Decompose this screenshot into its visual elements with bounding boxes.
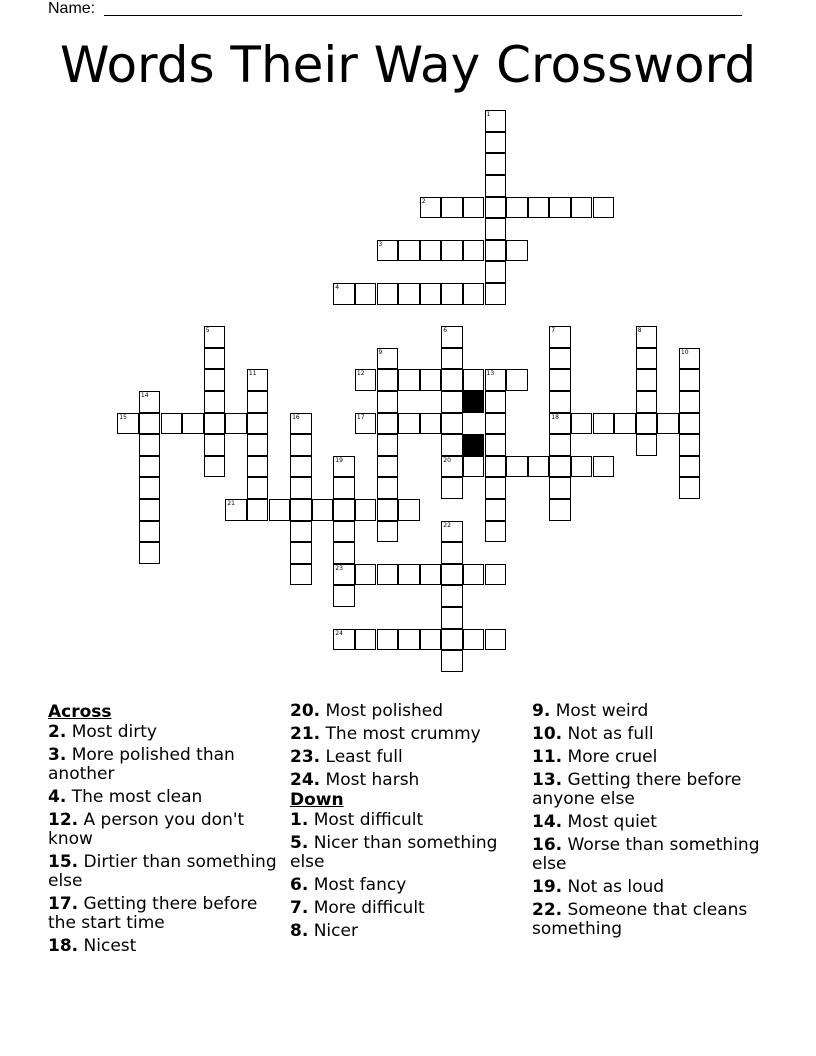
- grid-cell[interactable]: [247, 434, 269, 456]
- grid-cell[interactable]: [247, 499, 269, 521]
- grid-cell[interactable]: [549, 391, 571, 413]
- grid-cell[interactable]: [485, 521, 507, 543]
- clue-number: 7.: [290, 898, 309, 918]
- grid-cell[interactable]: [506, 197, 528, 219]
- grid-cell[interactable]: [679, 391, 701, 413]
- grid-cell[interactable]: [333, 542, 355, 564]
- clue-text: Not as loud: [562, 877, 665, 897]
- grid-cell[interactable]: [441, 650, 463, 672]
- grid-cell[interactable]: [204, 456, 226, 478]
- clue-item: [532, 901, 772, 939]
- down-clue-list-cont: [532, 702, 772, 939]
- clue-number: 12.: [48, 810, 79, 830]
- clue-number-label: 4: [335, 284, 340, 291]
- clue-number: 21.: [290, 724, 321, 744]
- clue-number: 8.: [290, 921, 309, 941]
- grid-cell[interactable]: [441, 413, 463, 435]
- clue-number-label: 12: [356, 370, 365, 378]
- clue-number-label: 10: [680, 348, 689, 356]
- grid-cell[interactable]: [441, 585, 463, 607]
- clue-number: 17.: [48, 894, 79, 914]
- grid-cell[interactable]: [398, 369, 420, 391]
- grid-cell[interactable]: [441, 629, 463, 651]
- grid-cell[interactable]: [441, 348, 463, 370]
- grid-cell[interactable]: [441, 607, 463, 629]
- clue-text: Nicer than something else: [290, 833, 498, 872]
- grid-cell[interactable]: [441, 477, 463, 499]
- clue-text: Dirtier than something else: [48, 852, 277, 891]
- grid-cell[interactable]: [485, 629, 507, 651]
- clue-item: [48, 723, 280, 742]
- clue-item: [48, 895, 280, 933]
- grid-cell[interactable]: [679, 456, 701, 478]
- grid-cell[interactable]: [312, 499, 334, 521]
- clue-item: [532, 748, 772, 767]
- grid-cell: [463, 434, 485, 456]
- grid-cell[interactable]: [485, 413, 507, 435]
- grid-cell[interactable]: [247, 391, 269, 413]
- clue-number-label: 11: [248, 370, 257, 378]
- grid-cell[interactable]: [679, 477, 701, 499]
- clue-number: 19.: [532, 877, 563, 897]
- clue-number-label: 7: [551, 327, 556, 335]
- clue-text: Least full: [320, 747, 403, 767]
- clue-text: Nicer: [308, 921, 358, 941]
- grid-cell[interactable]: [355, 629, 377, 651]
- clue-number-label: 3: [378, 240, 383, 248]
- down-clue-list: [290, 811, 522, 941]
- clue-item: [290, 922, 522, 941]
- grid-cell[interactable]: [247, 477, 269, 499]
- grid-cell[interactable]: [485, 456, 507, 478]
- grid-cell[interactable]: [333, 499, 355, 521]
- grid-cell[interactable]: [528, 456, 550, 478]
- clues-column-1: [48, 702, 280, 960]
- grid-cell[interactable]: [377, 391, 399, 413]
- grid-cell: [463, 391, 485, 413]
- grid-cell[interactable]: [290, 564, 312, 586]
- clue-text: More cruel: [562, 747, 658, 767]
- clue-number-label: 19: [335, 456, 343, 464]
- grid-cell[interactable]: [290, 499, 312, 521]
- grid-cell[interactable]: [571, 456, 593, 478]
- grid-cell[interactable]: [441, 369, 463, 391]
- grid-cell[interactable]: [679, 413, 701, 435]
- grid-cell[interactable]: [485, 477, 507, 499]
- grid-cell[interactable]: [139, 456, 161, 478]
- grid-cell[interactable]: [420, 413, 442, 435]
- grid-cell[interactable]: [377, 369, 399, 391]
- grid-cell[interactable]: [269, 499, 291, 521]
- grid-cell[interactable]: [290, 477, 312, 499]
- grid-cell[interactable]: [355, 564, 377, 586]
- grid-cell[interactable]: [463, 240, 485, 262]
- clue-number-label: 16: [292, 413, 300, 421]
- clue-text: Most weird: [550, 701, 649, 721]
- clue-text: Worse than something else: [532, 835, 760, 874]
- clue-number: 13.: [532, 770, 563, 790]
- grid-cell[interactable]: [614, 413, 636, 435]
- clue-item: [532, 878, 772, 897]
- grid-cell[interactable]: [139, 499, 161, 521]
- clue-item: [48, 746, 280, 784]
- grid-cell[interactable]: [636, 348, 658, 370]
- grid-cell[interactable]: [485, 175, 507, 197]
- grid-cell[interactable]: [398, 499, 420, 521]
- clue-number-label: 20: [443, 456, 451, 464]
- grid-cell[interactable]: [139, 542, 161, 564]
- clue-number: 4.: [48, 787, 67, 807]
- clue-text: A person you don't know: [48, 810, 245, 849]
- clue-number-label: 14: [140, 392, 149, 399]
- grid-cell[interactable]: [485, 261, 507, 283]
- grid-cell[interactable]: [485, 564, 507, 586]
- grid-cell[interactable]: [139, 521, 161, 543]
- grid-cell[interactable]: [679, 369, 701, 391]
- grid-cell[interactable]: [485, 197, 507, 219]
- grid-cell[interactable]: [420, 240, 442, 262]
- grid-cell[interactable]: [420, 564, 442, 586]
- clue-text: Nicest: [78, 936, 137, 956]
- grid-cell[interactable]: [441, 564, 463, 586]
- clue-text: The most clean: [66, 787, 203, 807]
- grid-cell[interactable]: [204, 413, 226, 435]
- clue-number-label: 18: [551, 413, 559, 421]
- clue-item: [290, 811, 522, 830]
- name-label: Name:: [48, 0, 96, 17]
- clue-item: [290, 876, 522, 895]
- clue-text: Not as full: [562, 724, 654, 744]
- grid-cell[interactable]: [161, 413, 183, 435]
- clue-item: [48, 853, 280, 891]
- clue-item: [290, 771, 522, 790]
- grid-cell[interactable]: [398, 564, 420, 586]
- grid-cell[interactable]: [225, 413, 247, 435]
- across-clue-list: [48, 723, 280, 956]
- clue-number-label: 24: [335, 629, 343, 637]
- grid-cell[interactable]: [420, 369, 442, 391]
- clue-number-label: 5: [205, 327, 210, 335]
- clue-item: [48, 937, 280, 956]
- grid-cell[interactable]: [377, 456, 399, 478]
- clue-item: [532, 725, 772, 744]
- grid-cell[interactable]: [333, 521, 355, 543]
- clue-text: Getting there before the start time: [48, 894, 258, 933]
- grid-cell[interactable]: [204, 434, 226, 456]
- grid-cell[interactable]: [485, 132, 507, 154]
- clue-item: [290, 725, 522, 744]
- grid-cell[interactable]: [139, 413, 161, 435]
- clue-number: 16.: [532, 835, 563, 855]
- grid-cell[interactable]: [398, 240, 420, 262]
- grid-cell[interactable]: [441, 240, 463, 262]
- clue-number-label: 8: [637, 327, 642, 335]
- grid-cell[interactable]: [204, 391, 226, 413]
- grid-cell[interactable]: [333, 477, 355, 499]
- grid-cell[interactable]: [549, 499, 571, 521]
- grid-cell[interactable]: [377, 413, 399, 435]
- grid-cell[interactable]: [441, 391, 463, 413]
- grid-cell[interactable]: [290, 542, 312, 564]
- grid-cell[interactable]: [441, 283, 463, 305]
- grid-cell[interactable]: [593, 456, 615, 478]
- clue-number: 5.: [290, 833, 309, 853]
- grid-cell[interactable]: [636, 369, 658, 391]
- grid-cell[interactable]: [441, 197, 463, 219]
- clue-item: [290, 899, 522, 918]
- clue-number-label: 13: [486, 370, 495, 378]
- grid-cell[interactable]: [506, 369, 528, 391]
- grid-cell[interactable]: [377, 521, 399, 543]
- clue-item: [290, 834, 522, 872]
- clue-item: [48, 811, 280, 849]
- clue-item: [532, 836, 772, 874]
- grid-cell[interactable]: [398, 413, 420, 435]
- clue-text: More difficult: [308, 898, 425, 918]
- clue-number-label: 21: [227, 500, 235, 507]
- clue-text: Most difficult: [308, 810, 424, 830]
- grid-cell[interactable]: [290, 434, 312, 456]
- across-clue-list-cont: [290, 702, 522, 790]
- clue-item: [290, 702, 522, 721]
- clue-number-label: 17: [356, 413, 365, 421]
- clue-text: Most harsh: [320, 770, 420, 790]
- grid-cell[interactable]: [463, 629, 485, 651]
- grid-cell[interactable]: [485, 499, 507, 521]
- clue-number: 15.: [48, 852, 79, 872]
- grid-cell[interactable]: [290, 521, 312, 543]
- grid-cell[interactable]: [636, 434, 658, 456]
- clue-number-label: 2: [421, 197, 426, 205]
- grid-cell[interactable]: [247, 456, 269, 478]
- grid-cell[interactable]: [463, 369, 485, 391]
- grid-cell[interactable]: [355, 499, 377, 521]
- clue-number: 18.: [48, 936, 79, 956]
- grid-cell[interactable]: [377, 477, 399, 499]
- grid-cell[interactable]: [571, 413, 593, 435]
- grid-cell[interactable]: [139, 477, 161, 499]
- grid-cell[interactable]: [549, 456, 571, 478]
- grid-cell[interactable]: [441, 434, 463, 456]
- grid-cell[interactable]: [355, 283, 377, 305]
- grid-cell[interactable]: [485, 153, 507, 175]
- clue-text: Most dirty: [66, 722, 157, 742]
- clue-number: 11.: [532, 747, 563, 767]
- clue-item: [532, 813, 772, 832]
- grid-cell[interactable]: [463, 564, 485, 586]
- grid-cell[interactable]: [506, 456, 528, 478]
- grid-cell[interactable]: [377, 434, 399, 456]
- grid-cell[interactable]: [441, 542, 463, 564]
- clue-number: 22.: [532, 900, 563, 920]
- grid-cell[interactable]: [463, 283, 485, 305]
- clue-number-label: 6: [443, 327, 448, 335]
- clue-text: Most quiet: [562, 812, 657, 832]
- clue-item: [48, 788, 280, 807]
- clue-text: Someone that cleans something: [532, 900, 748, 939]
- clue-number: 3.: [48, 745, 67, 765]
- grid-cell[interactable]: [377, 283, 399, 305]
- clue-number: 20.: [290, 701, 321, 721]
- clue-text: Most polished: [320, 701, 444, 721]
- grid-cell[interactable]: [549, 348, 571, 370]
- clue-number: 6.: [290, 875, 309, 895]
- clue-number-label: 1: [486, 111, 491, 119]
- grid-cell[interactable]: [485, 240, 507, 262]
- grid-cell[interactable]: [139, 434, 161, 456]
- grid-cell[interactable]: [290, 456, 312, 478]
- grid-cell[interactable]: [204, 348, 226, 370]
- grid-cell[interactable]: [593, 413, 615, 435]
- grid-cell[interactable]: [506, 240, 528, 262]
- grid-cell[interactable]: [549, 369, 571, 391]
- grid-cell[interactable]: [377, 499, 399, 521]
- clue-number: 14.: [532, 812, 563, 832]
- clue-item: [290, 748, 522, 767]
- clue-number: 24.: [290, 770, 321, 790]
- grid-cell[interactable]: [549, 477, 571, 499]
- clue-number-label: 9: [378, 348, 383, 356]
- grid-cell[interactable]: [549, 434, 571, 456]
- grid-cell[interactable]: [485, 283, 507, 305]
- clue-number-label: 23: [335, 564, 343, 572]
- grid-cell[interactable]: [549, 197, 571, 219]
- grid-cell[interactable]: [657, 413, 679, 435]
- grid-cell[interactable]: [398, 629, 420, 651]
- clue-text: Getting there before anyone else: [532, 770, 742, 809]
- clue-number: 1.: [290, 810, 309, 830]
- grid-cell[interactable]: [420, 629, 442, 651]
- grid-cell[interactable]: [247, 413, 269, 435]
- grid-cell[interactable]: [485, 218, 507, 240]
- grid-cell[interactable]: [182, 413, 204, 435]
- clue-number: 2.: [48, 722, 67, 742]
- across-heading: Across: [48, 702, 112, 722]
- grid-cell[interactable]: [528, 197, 550, 219]
- clue-number: 23.: [290, 747, 321, 767]
- grid-cell[interactable]: [204, 369, 226, 391]
- grid-cell[interactable]: [377, 564, 399, 586]
- grid-cell[interactable]: [485, 434, 507, 456]
- grid-cell[interactable]: [679, 434, 701, 456]
- clue-text: More polished than another: [48, 745, 235, 784]
- grid-cell[interactable]: [571, 197, 593, 219]
- grid-cell[interactable]: [333, 585, 355, 607]
- grid-cell[interactable]: [377, 629, 399, 651]
- clue-number-label: 15: [119, 413, 127, 421]
- clue-number-label: 22: [443, 521, 451, 529]
- clues-column-2: [290, 702, 522, 945]
- down-heading: Down: [290, 790, 344, 810]
- grid-cell[interactable]: [636, 391, 658, 413]
- grid-cell[interactable]: [636, 413, 658, 435]
- clues-column-3: [532, 702, 772, 943]
- grid-cell[interactable]: [593, 197, 615, 219]
- clue-number: 10.: [532, 724, 563, 744]
- clue-text: Most fancy: [308, 875, 407, 895]
- page-title: Words Their Way Crossword: [59, 36, 757, 94]
- grid-cell[interactable]: [398, 283, 420, 305]
- clue-item: [532, 702, 772, 721]
- clue-number: 9.: [532, 701, 551, 721]
- grid-cell[interactable]: [463, 197, 485, 219]
- clue-item: [532, 771, 772, 809]
- grid-cell[interactable]: [485, 391, 507, 413]
- grid-cell[interactable]: [420, 283, 442, 305]
- grid-cell[interactable]: [463, 456, 485, 478]
- clue-text: The most crummy: [320, 724, 481, 744]
